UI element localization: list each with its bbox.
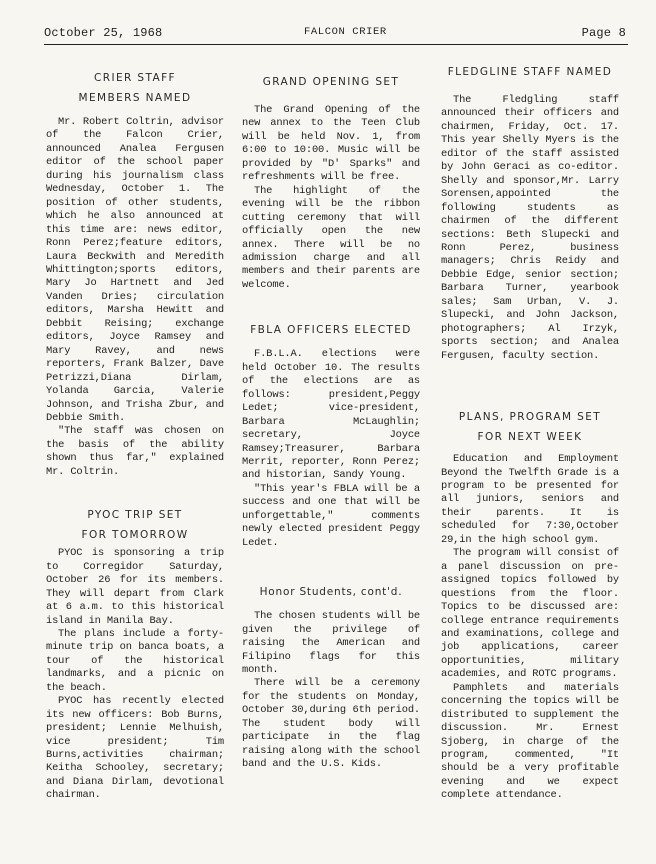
column-middle bbox=[242, 56, 420, 772]
article-paragraph: The Grand Opening of the new annex to the Teen Club will be held Nov. 1, from 6:00 to 10:00. Music will be provided by "D' Sparks" and refreshments will be free. bbox=[242, 104, 420, 184]
article-paragraph: The plans include a forty-minute trip on banca boats, a tour of the historical landmarks, and a picnic on the beach. bbox=[46, 627, 224, 694]
article-pyoc-trip bbox=[46, 505, 224, 803]
page-number: Page 8 bbox=[581, 26, 626, 40]
article-heading: FBLA OFFICERS ELECTED bbox=[250, 324, 412, 337]
article-heading: CRIER STAFF bbox=[94, 72, 176, 84]
article-plans-program bbox=[441, 407, 619, 803]
article-paragraph: Education and Employment Beyond the Twelfth Grade is a program to be presented for all juniors, seniors and their parents. It is scheduled for 7:30,October 29,in the high school gym. bbox=[441, 453, 619, 546]
article-paragraph: The program will consist of a panel discussion on pre-assigned topics followed by questions from the floor. Topics to be discussed are: college entrance requirements and examinations, college and job applications, career opportunities, military academies, and ROTC programs. bbox=[441, 547, 619, 681]
article-paragraph: "This year's FBLA will be a success and one that will be unforgettable," comments newly elected president Peggy Ledet. bbox=[242, 482, 420, 549]
article-fbla bbox=[242, 320, 420, 550]
issue-date: October 25, 1968 bbox=[44, 26, 163, 40]
article-paragraph: There will be a ceremony for the students on Monday, October 30,during 6th period. The student body will participate in the flag raising along with the school band and the U.S. Kids. bbox=[242, 677, 420, 771]
article-paragraph: PYOC is sponsoring a trip to Corregidor Saturday, October 26 for its members. They will depart from Clark at 6 a.m. to this historical island in Manila Bay. bbox=[46, 547, 224, 627]
article-heading: FLEDGLINE STAFF NAMED bbox=[447, 66, 613, 78]
article-grand-opening bbox=[242, 72, 420, 292]
article-fledgline bbox=[441, 62, 619, 363]
article-paragraph: "The staff was chosen on the basis of the ability shown thus far," explained Mr. Coltrin. bbox=[46, 425, 224, 478]
article-heading: PYOC TRIP SET bbox=[87, 509, 183, 522]
article-heading: GRAND OPENING SET bbox=[262, 76, 400, 88]
article-heading: Honor Students, cont'd. bbox=[259, 586, 403, 599]
article-paragraph: Pamphlets and materials concerning the topics will be distributed to supplement the discussion. Mr. Ernest Sjoberg, in charge of the program, commented, "It should be a very profitable evening and we expect complete attendance. bbox=[441, 681, 619, 802]
article-paragraph: The Fledgling staff announced their officers and chairmen, Friday, Oct. 17. This year Shelly Myers is the editor of the staff assisted by John Geraci as co-editor. Shelly and sponsor,Mr. Larry Sorensen,appointed the following students as chairmen of the different sections: Beth Slupecki and Ronn Perez, business managers; Chris Reidy and Debbie Edge, senior section; Barbara Turner, yearbook sales; Sam Urban, V. J. Slupecki, and John Jackson, photographers; Al Irzyk, sports section; and Analea Fergusen, faculty section. bbox=[441, 94, 619, 362]
article-crier-staff bbox=[46, 68, 224, 479]
newspaper-name: FALCON CRIER bbox=[304, 26, 387, 38]
header-rule bbox=[44, 44, 628, 45]
article-paragraph: PYOC has recently elected its new officers: Bob Burns, president; Lennie Melhuish, vice president; Tim Burns,activities chairman; Keitha Schooley, secretary; and Diana Dirlam, devotional chairman. bbox=[46, 695, 224, 802]
article-subheading: FOR NEXT WEEK bbox=[477, 431, 583, 444]
article-subheading: MEMBERS NAMED bbox=[78, 92, 192, 104]
page-header bbox=[44, 26, 626, 44]
article-subheading: FOR TOMORROW bbox=[81, 529, 189, 542]
article-paragraph: The chosen students will be given the privilege of raising the American and Filipino flags for this month. bbox=[242, 610, 420, 676]
column-left bbox=[46, 56, 224, 803]
article-paragraph: F.B.L.A. elections were held October 10. The results of the elections are as follows: president,Peggy Ledet; vice-president, Barbara McLaughlin; secretary, Joyce Ramsey;Treasurer, Barbara Merrit, reporter, Ronn Perez; and historian, Sandy Young. bbox=[242, 348, 420, 482]
article-paragraph: Mr. Robert Coltrin, advisor of the Falcon Crier, announced Analea Fergusen editor of the school paper during his journalism class Wednesday, October 1. The position of other students, which he also announced at this time are: news editor, Ronn Perez;feature editors, Laura Beckwith and Meredith Whittington;sports editors, Mary Jo Hartnett and Jed Vanden Dries; circulation editors, Marsha Hewitt and Debbit Reising; exchange editors, Joyce Ramsey and Mary Ravey, and news reporters, Frank Balzer, Dave Petrizzi,Diana Dirlam, Yolanda Garcia, Valerie Johnson, and Trisha Zbur, and Debbie Smith. bbox=[46, 116, 224, 424]
article-paragraph: The highlight of the evening will be the ribbon cutting ceremony that will officially open the new annex. There will be no admission charge and all members and their parents are welcome. bbox=[242, 184, 420, 291]
article-honor-students bbox=[242, 582, 420, 771]
column-right bbox=[441, 56, 619, 803]
article-heading: PLANS, PROGRAM SET bbox=[458, 411, 602, 424]
